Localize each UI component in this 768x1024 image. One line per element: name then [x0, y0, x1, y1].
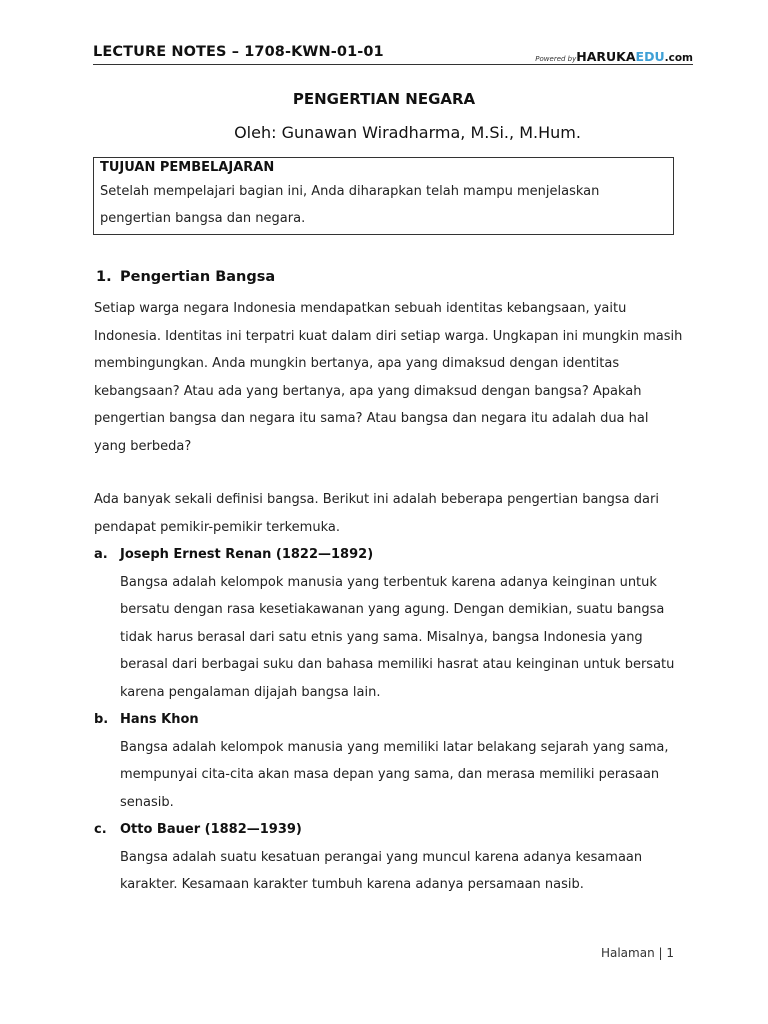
- brand-edu: EDU: [635, 49, 665, 64]
- item-letter: b.: [94, 712, 109, 727]
- lecture-notes-title: LECTURE NOTES – 1708-KWN-01-01: [93, 44, 384, 60]
- item-text: Bangsa adalah suatu kesatuan perangai yang muncul karena adanya kesamaan karakter. Kesamaan karakter tumbuh karena adanya persamaan nasib.: [120, 849, 643, 892]
- list-item: [94, 706, 684, 816]
- harukaedu-logo: [535, 46, 693, 65]
- objective-body: Setelah mempelajari bagian ini, Anda diharapkan telah mampu menjelaskan pengertian bangsa dan negara.: [100, 184, 600, 226]
- brand-domain: .com: [664, 52, 693, 64]
- item-heading: [94, 541, 684, 569]
- item-name: Otto Bauer (1882—1939): [120, 822, 302, 837]
- section-number: 1.: [96, 269, 112, 285]
- item-heading: [94, 816, 684, 844]
- paragraph-intro: Setiap warga negara Indonesia mendapatkan sebuah identitas kebangsaan, yaitu Indonesia. Identitas ini terpatri kuat dalam diri setiap warga. Ungkapan ini mungkin masih membingungkan. Anda mungkin bertanya, apa yang dimaksud dengan identitas kebangsaan? Atau ada yang bertanya, apa yang dimaksud dengan bangsa? Apakah pengertian bangsa dan negara itu sama? Atau bangsa dan negara itu adalah dua hal yang berbeda?: [94, 301, 683, 454]
- brand-haruka: HARUKA: [576, 49, 636, 64]
- item-letter: a.: [94, 547, 108, 562]
- item-name: Hans Khon: [120, 712, 199, 727]
- item-name: Joseph Ernest Renan (1822—1892): [120, 547, 374, 562]
- document-author: Oleh: Gunawan Wiradharma, M.Si., M.Hum.: [234, 123, 581, 142]
- page-number: Halaman | 1: [600, 946, 674, 960]
- item-text: Bangsa adalah kelompok manusia yang terbentuk karena adanya keinginan untuk bersatu dengan rasa kesetiakawanan yang agung. Dengan demikian, suatu bangsa tidak harus berasal dari satu etnis yang sama. Misalnya, bangsa Indonesia yang berasal dari berbagai suku dan bahasa memiliki hasrat atau keinginan untuk bersatu karena pengalaman dijajah bangsa lain.: [120, 574, 675, 700]
- objective-heading: TUJUAN PEMBELAJARAN: [100, 160, 275, 175]
- list-item: [94, 816, 684, 899]
- document-title: PENGERTIAN NEGARA: [292, 90, 476, 108]
- paragraph-definitions-intro: Ada banyak sekali definisi bangsa. Berikut ini adalah beberapa pengertian bangsa dari pendapat pemikir-pemikir terkemuka.: [94, 492, 659, 535]
- definitions-list: [94, 541, 684, 899]
- list-item: [94, 541, 684, 706]
- powered-by-label: Powered by: [535, 55, 577, 63]
- page-header: [93, 44, 693, 65]
- section-heading: [96, 269, 275, 285]
- item-heading: [94, 706, 684, 734]
- item-letter: c.: [94, 822, 107, 837]
- section-title: Pengertian Bangsa: [120, 269, 276, 285]
- learning-objective-box: [93, 157, 674, 235]
- item-text: Bangsa adalah kelompok manusia yang memiliki latar belakang sejarah yang sama, mempunyai cita-cita akan masa depan yang sama, dan merasa memiliki perasaan senasib.: [120, 739, 669, 810]
